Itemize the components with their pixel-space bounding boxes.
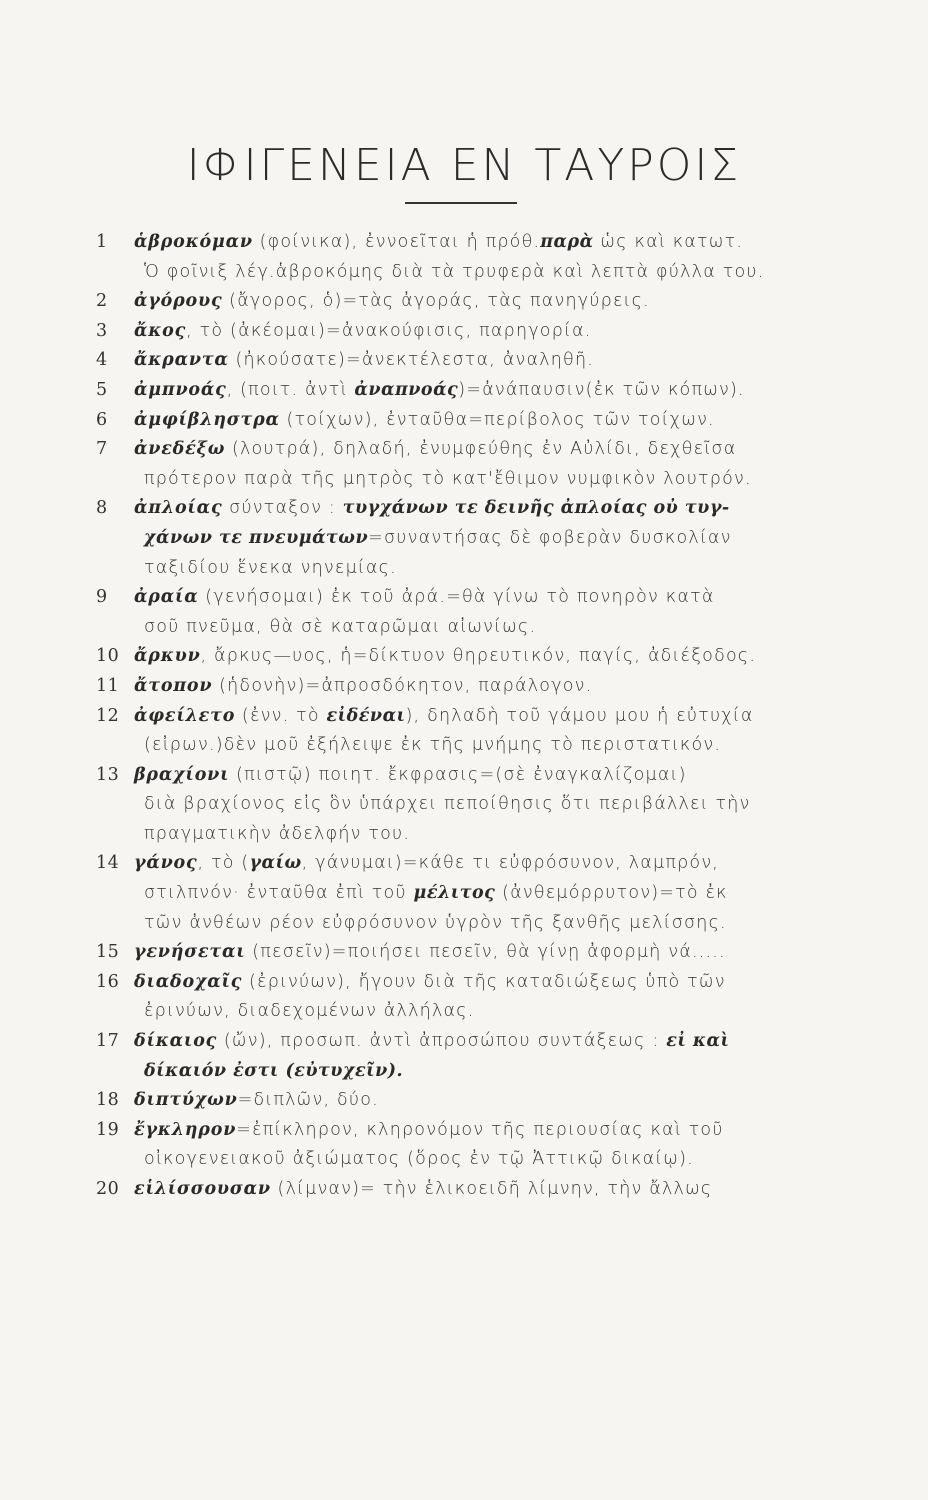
glossary-entry: [96, 346, 856, 376]
headword: ἀμπνοάς: [134, 379, 227, 400]
emphasized-text: γαίω: [249, 853, 302, 874]
entry-line: [134, 376, 856, 406]
gloss-text: (πιστῷ) ποιητ. ἔκφρασις=(σὲ ἐναγκαλίζομαι): [229, 764, 687, 785]
headword: διαδοχαῖς: [134, 971, 243, 992]
entry-line: [134, 287, 856, 317]
glossary-entry: [96, 376, 856, 406]
headword: ἄκραντα: [134, 350, 229, 371]
emphasized-text: παρὰ: [540, 232, 594, 252]
entry-line: [134, 642, 856, 672]
entry-number: 13: [96, 764, 120, 785]
glossary-entry: [96, 287, 856, 317]
entry-number: 17: [96, 1031, 120, 1052]
glossary-entry: [96, 1175, 856, 1205]
entry-line: [134, 228, 856, 258]
entry-line: [134, 524, 856, 554]
gloss-text: (λουτρά), δηλαδή, ἐνυμφεύθης ἐν Αὐλίδι, δεχθεῖσα: [225, 439, 737, 460]
gloss-text: (φοίνικα), ἐννοεῖται ἡ πρόθ.: [252, 232, 541, 252]
entry-line: [134, 879, 856, 909]
entry-line: [134, 435, 856, 465]
entry-number: 16: [96, 971, 120, 992]
emphasized-text: εἰ καὶ: [666, 1031, 730, 1052]
emphasized-text: δίκαιόν ἐστι (εὐτυχεῖν).: [144, 1060, 404, 1081]
entry-number: 5: [96, 379, 108, 400]
entry-line: [134, 672, 856, 702]
glossary-entry: [96, 494, 856, 583]
glossary-entry: [96, 583, 856, 642]
gloss-text: (ἄγορος, ὁ)=τὰς ἀγοράς, τὰς πανηγύρεις.: [222, 291, 650, 312]
headword: ἄρκυν: [134, 646, 201, 667]
glossary-entry: [96, 406, 856, 436]
entry-line: [134, 1116, 856, 1146]
glossary-entry: [96, 761, 856, 850]
gloss-text: πραγματικὴν ἀδελφήν του.: [144, 823, 411, 844]
headword: γενήσεται: [134, 942, 246, 963]
gloss-text: , γάνυμαι)=κάθε τι εὐφρόσυνον, λαμπρόν,: [301, 853, 720, 874]
entry-number: 18: [96, 1090, 120, 1111]
emphasized-text: χάνων τε πνευμάτων: [144, 527, 369, 548]
entry-line: [134, 406, 856, 436]
gloss-text: (ἐνν. τὸ: [235, 705, 327, 726]
emphasized-text: εἰδέναι: [326, 705, 406, 726]
gloss-text: ἐρινύων, διαδεχομένων ἀλλήλας.: [144, 1001, 475, 1022]
headword: διπτύχων: [134, 1090, 238, 1111]
glossary-list: [96, 228, 856, 1205]
gloss-text: (πεσεῖν)=ποιήσει πεσεῖν, θὰ γίνῃ ἀφορμὴ νά.....: [245, 942, 726, 963]
glossary-entry: [96, 1086, 856, 1116]
gloss-text: , (ποιτ. ἀντὶ: [226, 379, 355, 400]
headword: ἀγόρους: [134, 291, 223, 312]
entry-line: [134, 1027, 856, 1057]
entry-number: 10: [96, 646, 120, 667]
entry-number: 9: [96, 587, 108, 608]
glossary-entry: [96, 938, 856, 968]
gloss-text: =διπλῶν, δύο.: [237, 1090, 379, 1111]
entry-line: [134, 1145, 856, 1175]
glossary-entry: [96, 1027, 856, 1086]
glossary-entry: [96, 642, 856, 672]
headword: ἄκος: [134, 320, 187, 341]
entry-line: [134, 1086, 856, 1116]
entry-number: 12: [96, 705, 120, 726]
entry-line: [134, 258, 856, 288]
entry-line: [134, 494, 856, 524]
glossary-entry: [96, 317, 856, 347]
entry-line: [134, 790, 856, 820]
glossary-entry: [96, 672, 856, 702]
gloss-text: σοῦ πνεῦμα, θὰ σὲ καταρῶμαι αἰωνίως.: [144, 616, 537, 637]
headword: ἀφείλετο: [134, 705, 236, 726]
gloss-text: (ἠκούσατε)=ἀνεκτέλεστα, ἀναληθῆ.: [228, 350, 595, 371]
gloss-text: =ἐπίκληρον, κληρονόμον τῆς περιουσίας καὶ τοῦ: [236, 1119, 724, 1140]
gloss-text: (γενήσομαι) ἐκ τοῦ ἀρά.=θὰ γίνω τὸ πονηρὸν κατὰ: [198, 587, 715, 608]
gloss-text: οἰκογενειακοῦ ἀξιώματος (ὅρος ἐν τῷ Ἀττικῷ δικαίῳ).: [144, 1149, 694, 1170]
headword: ἔγκληρον: [134, 1119, 237, 1140]
entry-number: 11: [96, 675, 120, 696]
headword: γάνος: [134, 853, 198, 874]
gloss-text: , ἄρκυς—υος, ἡ=δίκτυον θηρευτικόν, παγίς, ἀδιέξοδος.: [200, 646, 757, 667]
gloss-text: (τοίχων), ἐνταῦθα=περίβολος τῶν τοίχων.: [279, 409, 715, 430]
entry-number: 7: [96, 439, 108, 460]
entry-number: 3: [96, 320, 108, 341]
entry-line: [134, 909, 856, 939]
entry-line: [134, 554, 856, 584]
entry-line: [134, 1175, 856, 1205]
glossary-entry: [96, 702, 856, 761]
gloss-text: διὰ βραχίονος εἰς ὃν ὑπάρχει πεποίθησις ὅτι περιβάλλει τὴν: [144, 794, 751, 815]
gloss-text: , τὸ (: [197, 853, 250, 874]
headword: ἄτοπον: [134, 675, 213, 696]
gloss-text: , τὸ (ἀκέομαι)=ἀνακούφισις, παρηγορία.: [186, 320, 592, 341]
gloss-text: στιλπνόν· ἐνταῦθα ἐπὶ τοῦ: [144, 883, 414, 904]
entry-line: [134, 968, 856, 998]
glossary-entry: [96, 228, 856, 287]
gloss-text: ὡς καὶ κατωτ.: [593, 232, 744, 252]
glossary-entry: [96, 1116, 856, 1175]
gloss-text: )=ἀνάπαυσιν(ἐκ τῶν κόπων).: [458, 379, 745, 400]
entry-number: 14: [96, 853, 120, 874]
entry-number: 1: [96, 232, 108, 252]
headword: ἀραία: [134, 587, 199, 608]
entry-line: [134, 997, 856, 1027]
gloss-text: =συναντήσας δὲ φοβερὰν δυσκολίαν: [368, 527, 732, 548]
gloss-text: σύνταξον :: [222, 498, 343, 519]
glossary-entry: [96, 435, 856, 494]
entry-number: 4: [96, 350, 108, 371]
entry-number: 19: [96, 1119, 120, 1140]
entry-line: [134, 1057, 856, 1087]
entry-line: [134, 702, 856, 732]
gloss-text: (εἰρων.)δὲν μοῦ ἐξήλειψε ἐκ τῆς μνήμης τὸ περιστατικόν.: [144, 735, 722, 756]
gloss-text: τῶν ἀνθέων ρέον εὐφρόσυνον ὑγρὸν τῆς ξανθῆς μελίσσης.: [144, 912, 727, 933]
entry-line: [134, 317, 856, 347]
emphasized-text: ἀναπνοάς: [354, 379, 459, 400]
entry-number: 20: [96, 1179, 120, 1199]
headword: εἱλίσσουσαν: [134, 1179, 271, 1199]
entry-number: 2: [96, 291, 108, 312]
emphasized-text: τυγχάνων τε δεινῆς ἀπλοίας οὐ τυγ-: [342, 498, 730, 519]
entry-number: 8: [96, 498, 108, 519]
entry-line: [134, 820, 856, 850]
headword: ἁβροκόμαν: [134, 232, 253, 252]
headword: βραχίονι: [134, 764, 230, 785]
entry-number: 15: [96, 942, 120, 963]
gloss-text: ταξιδίου ἕνεκα νηνεμίας.: [144, 557, 397, 578]
entry-line: [134, 613, 856, 643]
headword: ἀνεδέξω: [134, 439, 226, 460]
headword: ἀπλοίας: [134, 498, 223, 519]
headword: δίκαιος: [134, 1031, 218, 1052]
gloss-text: (ἐρινύων), ἤγουν διὰ τῆς καταδιώξεως ὑπὸ τῶν: [242, 971, 726, 992]
gloss-text: ), δηλαδὴ τοῦ γάμου μου ἡ εὐτυχία: [405, 705, 754, 726]
headword: ἀμφίβληστρα: [134, 409, 280, 430]
entry-number: 6: [96, 409, 108, 430]
entry-line: [134, 849, 856, 879]
entry-line: [134, 938, 856, 968]
gloss-text: (ὤν), προσωπ. ἀντὶ ἀπροσώπου συντάξεως :: [217, 1031, 667, 1052]
entry-line: [134, 465, 856, 495]
entry-line: [134, 761, 856, 791]
gloss-text: (ἡδονὴν)=ἀπροσδόκητον, παράλογον.: [212, 675, 593, 696]
glossary-entry: [96, 849, 856, 938]
gloss-text: Ὁ φοῖνιξ λέγ.ἁβροκόμης διὰ τὰ τρυφερὰ καὶ λεπτὰ φύλλα του.: [144, 261, 765, 282]
entry-line: [134, 583, 856, 613]
glossary-entry: [96, 968, 856, 1027]
gloss-text: (ἀνθεμόρρυτον)=τὸ ἐκ: [495, 883, 728, 904]
entry-line: [134, 346, 856, 376]
title-underline: [405, 202, 517, 204]
gloss-text: (λίμναν)= τὴν ἑλικοειδῆ λίμνην, τὴν ἄλλως: [270, 1179, 713, 1199]
entry-line: [134, 731, 856, 761]
gloss-text: πρότερον παρὰ τῆς μητρὸς τὸ κατ'ἔθιμον νυμφικὸν λουτρόν.: [144, 468, 752, 489]
page-title: ΙΦΙΓΕΝΕΙΑ ΕΝ ΤΑΥΡΟΙΣ: [186, 140, 742, 191]
emphasized-text: μέλιτος: [413, 883, 496, 904]
